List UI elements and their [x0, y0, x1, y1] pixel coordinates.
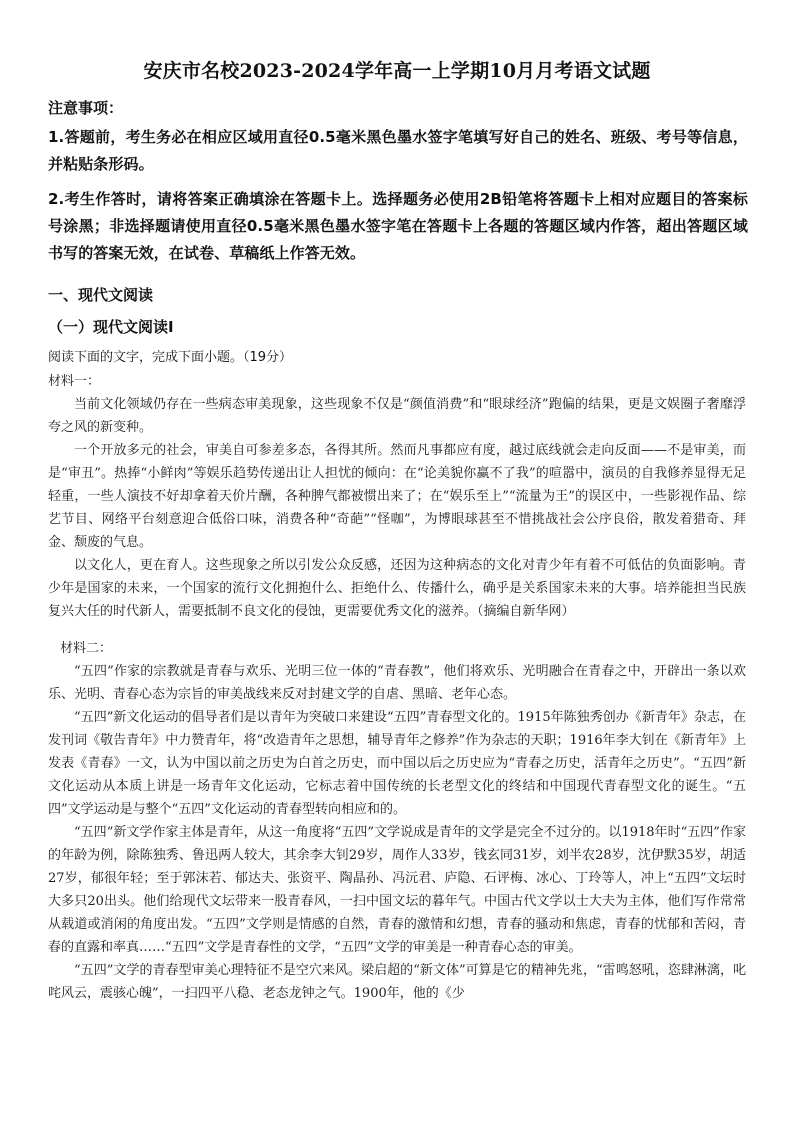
notice-item-2: 2.考生作答时，请将答案正确填涂在答题卡上。选择题务必使用2B铅笔将答题卡上相对应题目的答案标号涂黑；非选择题请使用直径0.5毫米黑色墨水签字笔在答题卡上各题的答题区域内作答，超出答题区域书写的答案无效，在试卷、草稿纸上作答无效。: [48, 190, 748, 262]
subsection-heading: （一）现代文阅读Ⅰ: [48, 318, 174, 336]
material-2-body: [48, 660, 746, 1005]
material-2-paragraph: “五四”新文学作家主体是青年，从这一角度将“五四”文学说成是青年的文学是完全不过分的。以1918年时“五四”作家的年龄为例，除陈独秀、鲁迅两人较大，其余李大钊29岁，周作人33岁，钱玄同31岁，刘半农28岁，沈伊默35岁，胡适27岁，郁很年轻；至于郭沫若、郁达夫、张资平、陶晶孙、冯沅君、庐隐、石评梅、冰心、丁玲等人，冲上“五四”文坛时大多只20出头。他们给现代文坛带来一股青春风，一扫中国文坛的暮年气。中国古代文学以士大夫为主体，他们写作常常从载道或消闲的角度出发。“五四”文学则是情感的自然，青春的激情和幻想，青春的骚动和焦虑，青春的忧郁和苦闷，青春的直露和率真……“五四”文学是青春性的文学，“五四”文学的审美是一种青春心态的审美。: [48, 825, 746, 955]
reading-instruction: 阅读下面的文字，完成下面小题。（19分）: [48, 350, 293, 365]
notice-heading: 注意事项：: [48, 99, 124, 117]
notice-item-1: 1.答题前，考生务必在相应区域用直径0.5毫米黑色墨水签字笔填写好自己的姓名、班级、考号等信息，并粘贴条形码。: [48, 128, 748, 173]
material-1-paragraph: 一个开放多元的社会，审美自可参差多态，各得其所。然而凡事都应有度，越过底线就会走向反面——不是审美，而是“审丑”。热捧“小鲜肉”等娱乐趋势传递出让人担忧的倾向：在“论美貌你赢不了我”的喧嚣中，演员的自我修养显得无足轻重，一些人演技不好却拿着天价片酬，各种脾气都被惯出来了；在“娱乐至上”“流量为王”的误区中，一些影视作品、综艺节目、网络平台刻意迎合低俗口味，消费各种“奇葩”“怪咖”，为博眼球甚至不惜挑战社会公序良俗，散发着猎奇、拜金、颓废的气息。: [48, 443, 746, 550]
material-1-body: [48, 393, 746, 623]
material-1-paragraph: 当前文化领域仍存在一些病态审美现象，这些现象不仅是“颜值消费”和“眼球经济”跑偏的结果，更是文娱圈子奢靡浮夸之风的新变种。: [48, 397, 746, 435]
material-1-paragraph: 以文化人，更在育人。这些现象之所以引发公众反感，还因为这种病态的文化对青少年有着不可低估的负面影响。青少年是国家的未来，一个国家的流行文化拥抱什么、拒绝什么、传播什么，确乎是关系国家未来的大事。培养能担当民族复兴大任的时代新人，需要抵制不良文化的侵蚀，更需要优秀文化的滋养。（摘编自新华网）: [48, 558, 746, 619]
material-2-paragraph: “五四”新文化运动的倡导者们是以青年为突破口来建设“五四”青春型文化的。1915年陈独秀创办《新青年》杂志，在发刊词《敬告青年》中力赞青年，将“改造青年之思想，辅导青年之修养”作为杂志的天职；1916年李大钊在《新青年》上发表《青春》一文，认为中国以前之历史为白首之历史，而中国以后之历史应为“青春之历史，活青年之历史”。“五四”新文化运动从本质上讲是一场青年文化运动，它标志着中国传统的长老型文化的终结和中国现代青春型文化的诞生。“五四”文学运动是与整个“五四”文化运动的青春型转向相应和的。: [48, 710, 746, 817]
section-heading: 一、现代文阅读: [48, 286, 154, 304]
page-title: 安庆市名校2023-2024学年高一上学期10月月考语文试题: [143, 60, 651, 82]
material-2-paragraph: “五四”作家的宗教就是青春与欢乐、光明三位一体的“青春教”，他们将欢乐、光明融合在青春之中，开辟出一条以欢乐、光明、青春心态为宗旨的审美战线来反对封建文学的自虐、黑暗、老年心态。: [48, 664, 746, 702]
material-1-label: 材料一：: [48, 374, 101, 389]
material-2-paragraph: “五四”文学的青春型审美心理特征不是空穴来风。梁启超的“新文体”可算是它的精神先兆，“雷鸣怒吼，恣肆淋漓，叱咤风云，震骇心魄”，一扫四平八稳、老态龙钟之气。1900年，他的《少: [48, 963, 746, 1001]
material-2-label: 材料二：: [60, 641, 113, 656]
